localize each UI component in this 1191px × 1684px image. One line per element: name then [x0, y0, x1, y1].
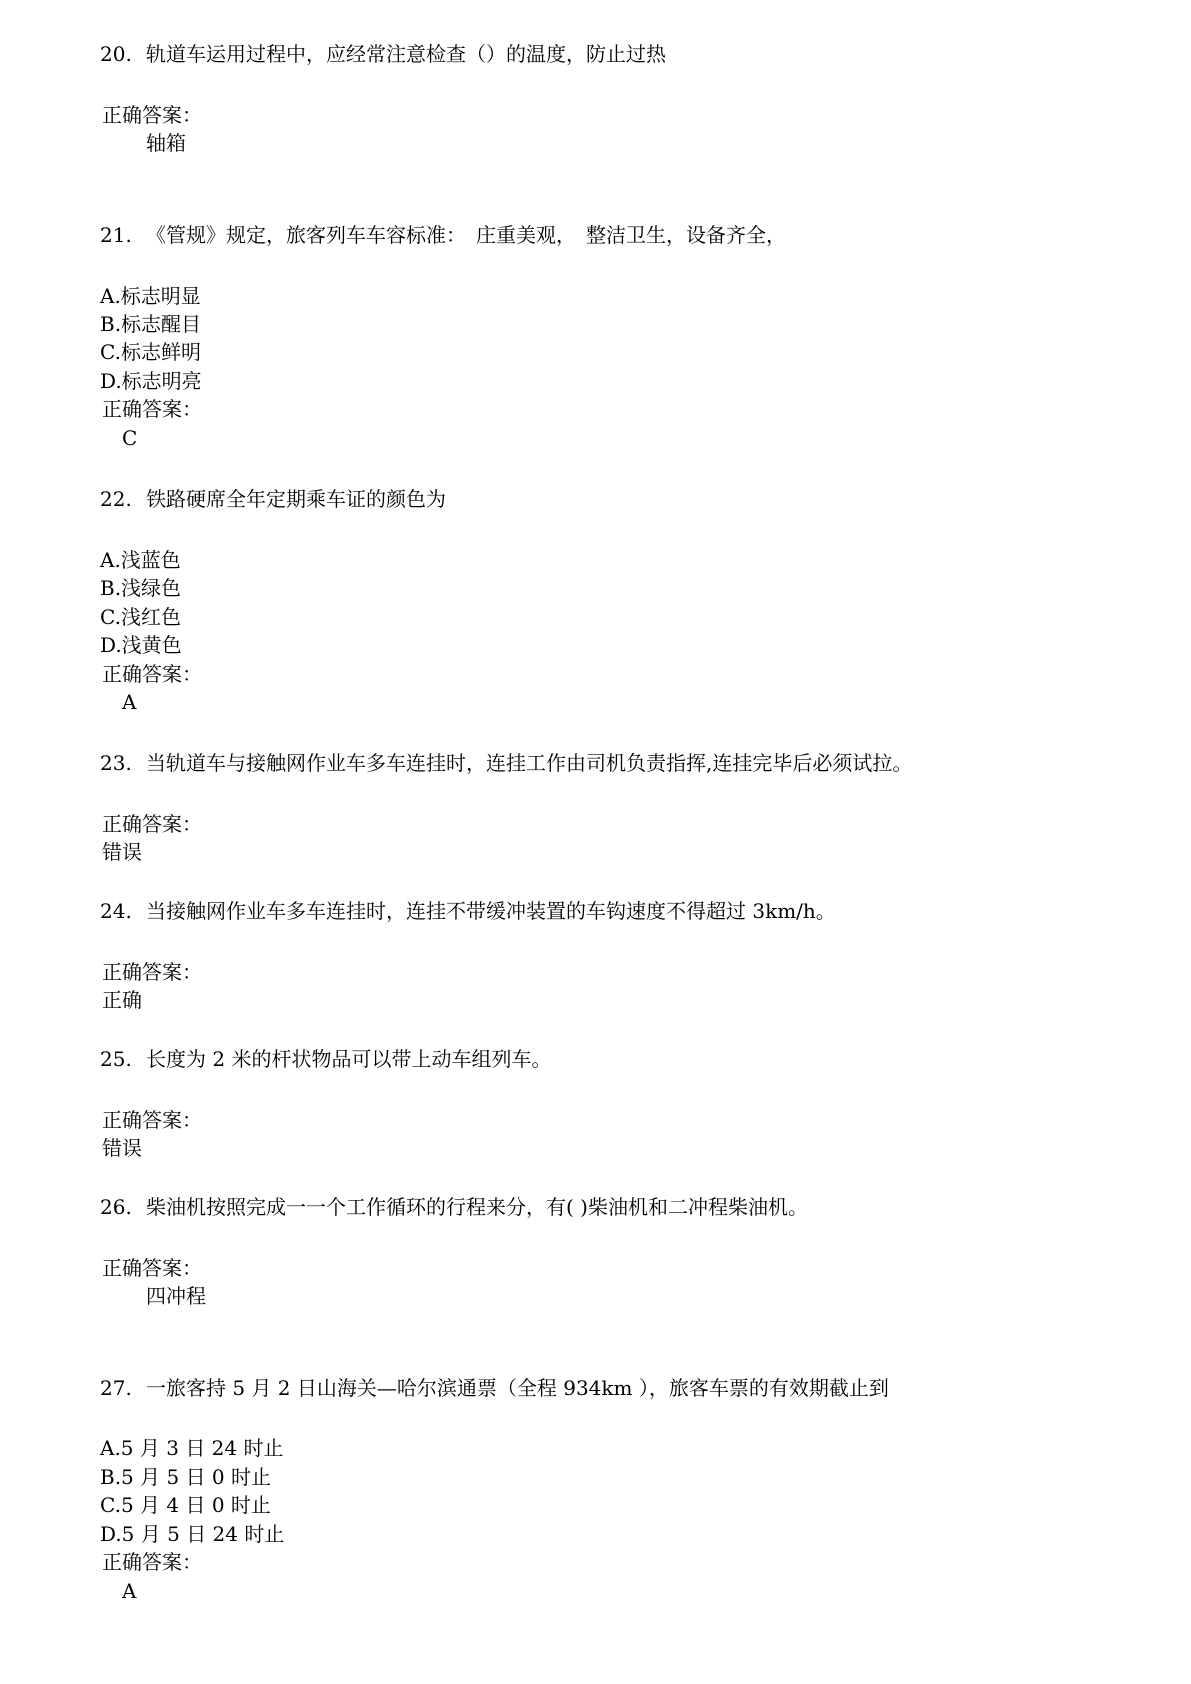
question-text: 当接触网作业车多车连挂时，连挂不带缓冲装置的车钩速度不得超过 3km/h。 — [146, 899, 836, 923]
answer-label: 正确答案： — [102, 103, 202, 127]
option: A.标志明显 — [100, 284, 201, 308]
answer-label: 正确答案： — [102, 1256, 202, 1280]
option: C.浅红色 — [100, 605, 181, 629]
answer-label: 正确答案： — [102, 397, 202, 421]
question-number: 23. — [100, 751, 132, 775]
question-25 — [100, 1045, 551, 1073]
question-text: 铁路硬席全年定期乘车证的颜色为 — [146, 487, 446, 511]
answer-value: 轴箱 — [146, 131, 186, 155]
option: C.标志鲜明 — [100, 340, 201, 364]
question-number: 25. — [100, 1047, 132, 1071]
question-24 — [100, 897, 836, 925]
option: A.浅蓝色 — [100, 548, 181, 572]
option: B.浅绿色 — [100, 576, 182, 600]
answer-label: 正确答案： — [102, 662, 202, 686]
option: D.5 月 5 日 24 时止 — [100, 1522, 285, 1546]
question-number: 22. — [100, 487, 132, 511]
answer-label: 正确答案： — [102, 1550, 202, 1574]
question-26 — [100, 1193, 808, 1221]
question-text: 轨道车运用过程中，应经常注意检查（）的温度，防止过热 — [146, 42, 666, 66]
answer-value: 错误 — [102, 1136, 142, 1160]
answer-value: A — [122, 690, 137, 714]
answer-label: 正确答案： — [102, 812, 202, 836]
question-text: 长度为 2 米的杆状物品可以带上动车组列车。 — [146, 1047, 552, 1071]
question-23 — [100, 749, 912, 777]
question-22 — [100, 485, 446, 513]
question-text: 当轨道车与接触网作业车多车连挂时，连挂工作由司机负责指挥,连挂完毕后必须试拉。 — [146, 751, 913, 775]
answer-value: 正确 — [102, 988, 142, 1012]
question-text: 一旅客持 5 月 2 日山海关—哈尔滨通票（全程 934km ），旅客车票的有效期截止到 — [146, 1376, 889, 1400]
question-27 — [100, 1374, 889, 1402]
question-number: 24. — [100, 899, 132, 923]
answer-label: 正确答案： — [102, 1108, 202, 1132]
option: C.5 月 4 日 0 时止 — [100, 1493, 271, 1517]
option: D.标志明亮 — [100, 369, 202, 393]
option: D.浅黄色 — [100, 633, 182, 657]
question-number: 27. — [100, 1376, 132, 1400]
answer-value: 四冲程 — [146, 1284, 206, 1308]
answer-value: 错误 — [102, 840, 142, 864]
question-text: 柴油机按照完成一一个工作循环的行程来分，有( )柴油机和二冲程柴油机。 — [146, 1195, 808, 1219]
option: A.5 月 3 日 24 时止 — [100, 1436, 284, 1460]
question-text: 《管规》规定，旅客列车车容标准： 庄重美观， 整洁卫生，设备齐全， — [146, 223, 786, 247]
answer-value: C — [122, 426, 138, 450]
question-number: 21. — [100, 223, 132, 247]
question-21 — [100, 221, 786, 249]
option: B.标志醒目 — [100, 312, 202, 336]
question-number: 20. — [100, 42, 132, 66]
question-number: 26. — [100, 1195, 132, 1219]
question-20 — [100, 40, 666, 68]
answer-label: 正确答案： — [102, 960, 202, 984]
option: B.5 月 5 日 0 时止 — [100, 1465, 272, 1489]
answer-value: A — [122, 1579, 137, 1603]
